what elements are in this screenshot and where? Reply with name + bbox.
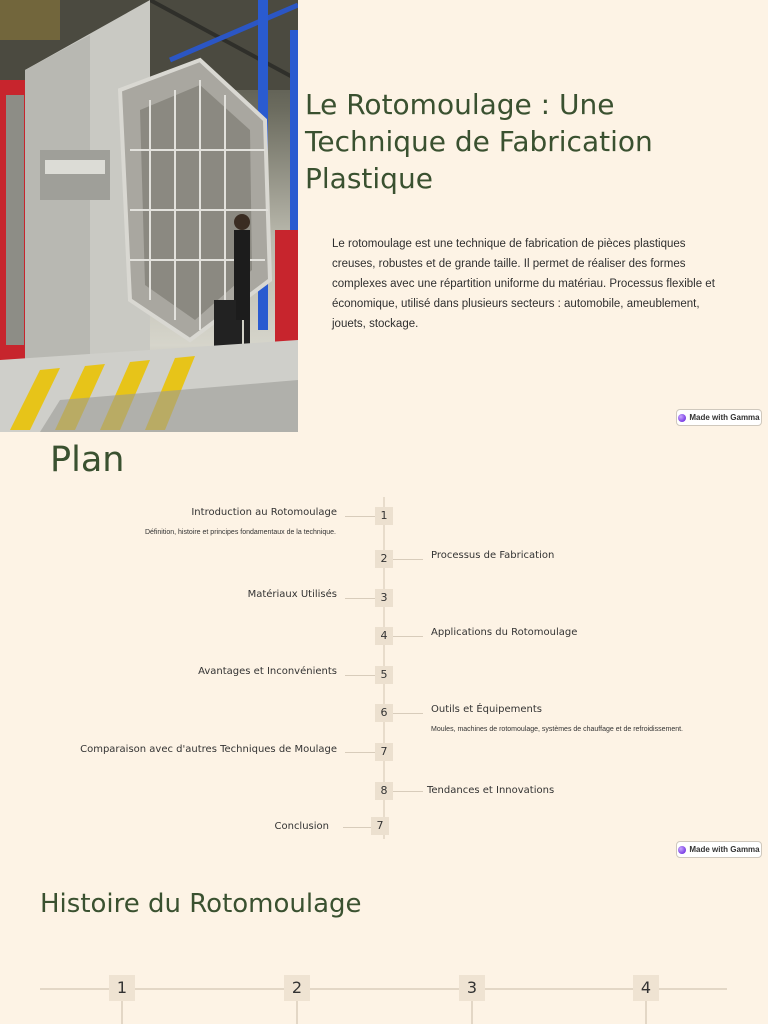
history-step-line <box>471 1000 473 1024</box>
history-step-number: 1 <box>109 975 135 1001</box>
timeline-connector <box>393 559 423 560</box>
made-with-gamma-badge[interactable] <box>676 409 762 426</box>
made-with-gamma-badge[interactable] <box>676 841 762 858</box>
history-step-number: 4 <box>633 975 659 1001</box>
plan-item-label: Avantages et Inconvénients <box>198 666 337 677</box>
gamma-logo-icon <box>678 414 686 422</box>
plan-item-number: 2 <box>375 550 393 568</box>
plan-item-number: 8 <box>375 782 393 800</box>
plan-item-label: Tendances et Innovations <box>427 785 555 796</box>
intro-paragraph: Le rotomoulage est une technique de fabrication de pièces plastiques creuses, robustes et de grande taille. Il permet de réaliser des formes complexes avec une répartition uniforme du matériau. Processus flexible et économique, utilisé dans plusieurs secteurs : automobile, ameublement, jouets, stockage. <box>332 238 715 330</box>
timeline-connector <box>343 827 371 828</box>
hero-image <box>0 0 298 432</box>
plan-item-label: Conclusion <box>274 821 329 832</box>
plan-item-label: Processus de Fabrication <box>431 550 555 561</box>
timeline-connector <box>393 636 423 637</box>
plan-item-label: Applications du Rotomoulage <box>431 627 578 638</box>
plan-item-number: 6 <box>375 704 393 722</box>
plan-item-number: 4 <box>375 627 393 645</box>
timeline-connector <box>345 675 375 676</box>
plan-item-description: Définition, histoire et principes fondamentaux de la technique. <box>144 529 336 536</box>
gamma-badge-label: Made with Gamma <box>689 413 760 422</box>
gamma-logo-icon <box>678 846 686 854</box>
timeline-connector <box>393 791 423 792</box>
rotomolding-machine-illustration <box>0 0 298 432</box>
plan-item-number: 1 <box>375 507 393 525</box>
slide-title: Le Rotomoulage : Une Technique de Fabrication Plastique <box>305 88 653 195</box>
history-step-line <box>645 1000 647 1024</box>
plan-title: Plan <box>50 440 125 480</box>
history-step-number: 2 <box>284 975 310 1001</box>
history-step-line <box>121 1000 123 1024</box>
history-title: Histoire du Rotomoulage <box>40 889 362 919</box>
history-step-number: 3 <box>459 975 485 1001</box>
plan-item-number: 5 <box>375 666 393 684</box>
plan-item-description: Moules, machines de rotomoulage, systèmes de chauffage et de refroidissement. <box>431 726 684 733</box>
plan-item-number: 7 <box>371 817 389 835</box>
timeline-connector <box>393 713 423 714</box>
history-step-line <box>296 1000 298 1024</box>
plan-item-label: Matériaux Utilisés <box>247 589 337 600</box>
timeline-connector <box>345 598 375 599</box>
plan-item-label: Comparaison avec d'autres Techniques de Moulage <box>80 744 337 755</box>
plan-item-number: 3 <box>375 589 393 607</box>
timeline-connector <box>345 752 375 753</box>
plan-item-label: Introduction au Rotomoulage <box>191 507 337 518</box>
plan-item-number: 7 <box>375 743 393 761</box>
plan-item-label: Outils et Équipements <box>431 704 542 715</box>
history-timeline-line <box>40 988 727 990</box>
timeline-connector <box>345 516 375 517</box>
gamma-badge-label: Made with Gamma <box>689 845 760 854</box>
